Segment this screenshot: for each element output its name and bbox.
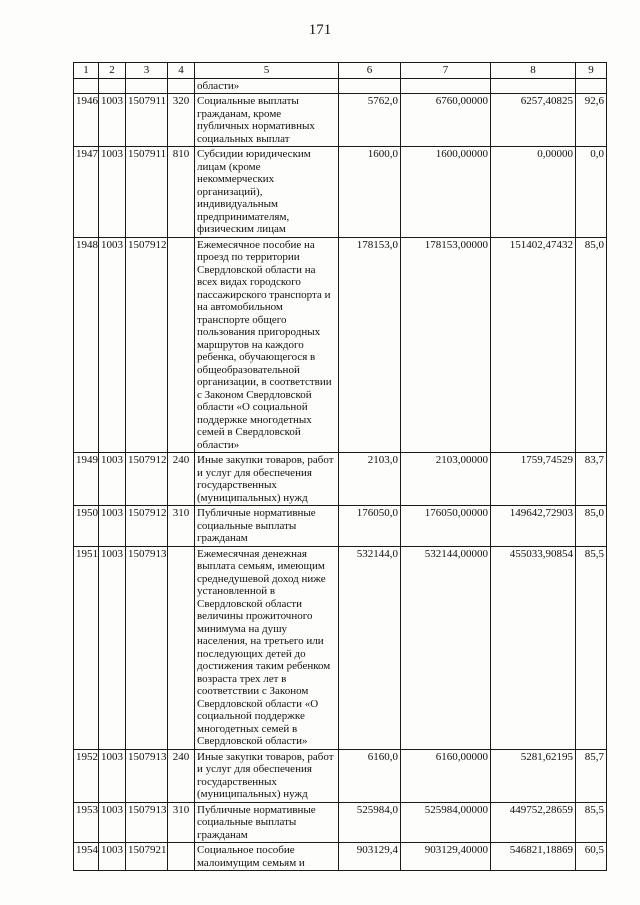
row-number: 1952 [74,749,99,802]
table-row [74,802,607,843]
target-article-code: 1507913 [126,802,168,843]
expense-type-code [168,237,195,453]
column-number: 2 [99,63,126,79]
section-code: 1003 [99,237,126,453]
expense-type-code: 310 [168,802,195,843]
column-number: 6 [339,63,401,79]
column-number: 5 [195,63,339,79]
section-code: 1003 [99,453,126,506]
target-article-code: 1507912 [126,453,168,506]
item-name: Иные закупки товаров, работ и услуг для обеспечения государственных (муниципальных) нужд [195,749,339,802]
item-name: Публичные нормативные социальные выплаты гражданам [195,802,339,843]
section-code: 1003 [99,546,126,749]
approved-amount: 903129,4 [339,843,401,871]
row-number: 1950 [74,506,99,547]
approved-amount: 5762,0 [339,94,401,147]
approved-amount: 6160,0 [339,749,401,802]
page-number: 171 [308,22,332,38]
target-article-code: 1507911 [126,147,168,238]
planned-amount: 178153,00000 [401,237,491,453]
planned-amount: 1600,00000 [401,147,491,238]
execution-percent: 85,7 [576,749,607,802]
execution-percent: 85,0 [576,506,607,547]
execution-percent: 85,5 [576,802,607,843]
column-number: 3 [126,63,168,79]
expense-type-code: 310 [168,506,195,547]
item-name: Ежемесячная денежная выплата семьям, имеющим среднедушевой доход ниже установленной в Свердловской области величины прожиточного минимума на душу населения, на третьего или последующих детей до достижения таким ребенком возраста трех лет в соответствии с Законом Свердловской области «О социальной поддержке многодетных семей в Свердловской области» [195,546,339,749]
section-code: 1003 [99,749,126,802]
executed-amount: 546821,18869 [491,843,576,871]
item-name: Социальные выплаты гражданам, кроме публичных нормативных социальных выплат [195,94,339,147]
continuation-text: области» [195,78,339,94]
planned-amount: 903129,40000 [401,843,491,871]
executed-amount: 6257,40825 [491,94,576,147]
expense-type-code: 320 [168,94,195,147]
item-name: Иные закупки товаров, работ и услуг для обеспечения государственных (муниципальных) нужд [195,453,339,506]
planned-amount: 6760,00000 [401,94,491,147]
approved-amount: 525984,0 [339,802,401,843]
row-number: 1953 [74,802,99,843]
column-number: 4 [168,63,195,79]
executed-amount: 149642,72903 [491,506,576,547]
row-number: 1954 [74,843,99,871]
execution-percent: 85,0 [576,237,607,453]
table-row [74,453,607,506]
column-number-row [74,63,607,79]
table-row [74,843,607,871]
executed-amount: 455033,90854 [491,546,576,749]
item-name: Публичные нормативные социальные выплаты гражданам [195,506,339,547]
planned-amount: 525984,00000 [401,802,491,843]
column-number: 1 [74,63,99,79]
execution-percent: 60,5 [576,843,607,871]
execution-percent: 83,7 [576,453,607,506]
section-code: 1003 [99,94,126,147]
table-row [74,749,607,802]
executed-amount: 0,00000 [491,147,576,238]
execution-percent: 92,6 [576,94,607,147]
column-number: 7 [401,63,491,79]
continuation-row [74,78,607,94]
row-number: 1949 [74,453,99,506]
expense-type-code: 240 [168,749,195,802]
executed-amount: 151402,47432 [491,237,576,453]
expense-type-code: 810 [168,147,195,238]
expense-type-code [168,843,195,871]
target-article-code: 1507913 [126,546,168,749]
table-row [74,546,607,749]
item-name: Социальное пособие малоимущим семьям и [195,843,339,871]
planned-amount: 176050,00000 [401,506,491,547]
target-article-code: 1507921 [126,843,168,871]
planned-amount: 2103,00000 [401,453,491,506]
approved-amount: 1600,0 [339,147,401,238]
table-row [74,506,607,547]
expense-type-code: 240 [168,453,195,506]
planned-amount: 532144,00000 [401,546,491,749]
item-name: Субсидии юридическим лицам (кроме некоммерческих организаций), индивидуальным предпринимателям, физическим лицам [195,147,339,238]
table-row [74,147,607,238]
section-code: 1003 [99,843,126,871]
section-code: 1003 [99,506,126,547]
planned-amount: 6160,00000 [401,749,491,802]
target-article-code: 1507912 [126,237,168,453]
target-article-code: 1507911 [126,94,168,147]
row-number: 1951 [74,546,99,749]
budget-table [73,62,607,871]
section-code: 1003 [99,147,126,238]
execution-percent: 0,0 [576,147,607,238]
row-number: 1948 [74,237,99,453]
table-row [74,237,607,453]
row-number: 1946 [74,94,99,147]
item-name: Ежемесячное пособие на проезд по территории Свердловской области на всех видах городского пассажирского транспорта и на автомобильном транспорте общего пользования пригородных маршрутов на каждого ребенка, обучающегося в общеобразовательной организации, в соответствии с Законом Свердловской области «О социальной поддержке многодетных семей в Свердловской области» [195,237,339,453]
executed-amount: 1759,74529 [491,453,576,506]
approved-amount: 176050,0 [339,506,401,547]
approved-amount: 2103,0 [339,453,401,506]
approved-amount: 532144,0 [339,546,401,749]
target-article-code: 1507912 [126,506,168,547]
executed-amount: 449752,28659 [491,802,576,843]
column-number: 9 [576,63,607,79]
execution-percent: 85,5 [576,546,607,749]
table-row [74,94,607,147]
row-number: 1947 [74,147,99,238]
column-number: 8 [491,63,576,79]
approved-amount: 178153,0 [339,237,401,453]
target-article-code: 1507913 [126,749,168,802]
expense-type-code [168,546,195,749]
executed-amount: 5281,62195 [491,749,576,802]
section-code: 1003 [99,802,126,843]
